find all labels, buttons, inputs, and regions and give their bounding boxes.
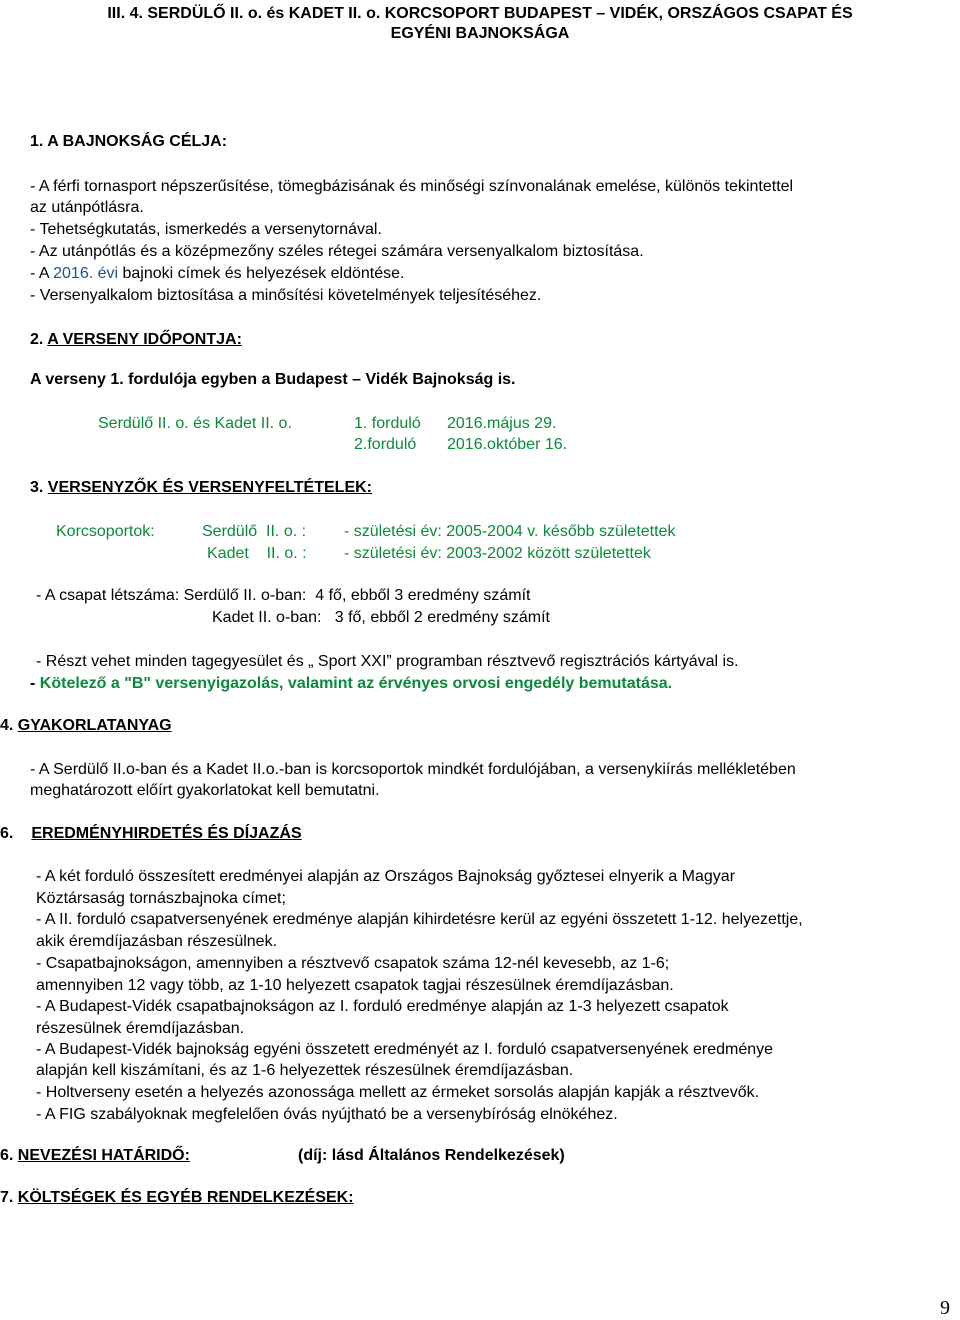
section-title: A VERSENY IDŐPONTJA: — [47, 331, 242, 348]
results-line: - Holtverseny esetén a helyezés azonossága mellett az érmeket sorsolás alapján kapják a résztvevők. — [36, 1084, 760, 1101]
age-groups-label: Korcsoportok: — [56, 523, 155, 540]
schedule-category: Serdülő II. o. és Kadet II. o. — [98, 415, 292, 432]
results-line: - A Budapest-Vidék csapatbajnokságon az I. forduló eredménye alapján az 1-3 helyezett csapatok — [36, 998, 729, 1015]
section-title: VERSENYZŐK ÉS VERSENYFELTÉTELEK: — [47, 479, 372, 496]
section-7-heading — [0, 1188, 354, 1208]
results-line: Köztársaság tornászbajnoka címet; — [36, 890, 286, 907]
section-1-line — [30, 264, 404, 284]
section-1-line: - Tehetségkutatás, ismerkedés a versenytornával. — [30, 221, 382, 238]
entry-eligibility: - Részt vehet minden tagegyesület és „ Sport XXI” programban résztvevő regisztrációs kártyával is. — [36, 653, 739, 670]
page-number: 9 — [940, 1297, 950, 1319]
text-fragment: - — [30, 675, 40, 692]
age-group-serdulo-desc: - születési év: 2005-2004 v. később születettek — [344, 523, 676, 540]
team-size-serdulo: - A csapat létszáma: Serdülő II. o-ban: 4 fő, ebből 3 eredmény számít — [36, 587, 531, 604]
section-4-line: - A Serdülő II.o-ban és a Kadet II.o.-ban is korcsoportok mindkét fordulójában, a versenykiírás mellékletében — [30, 761, 796, 778]
section-1-heading: 1. A BAJNOKSÁG CÉLJA: — [30, 133, 228, 150]
schedule-date-2: 2016.október 16. — [447, 436, 568, 453]
results-line: amennyiben 12 vagy több, az 1-10 helyezett csapatok tagjai részesülnek éremdíjazásban. — [36, 977, 674, 994]
section-number: 7. — [0, 1189, 18, 1206]
section-title: NEVEZÉSI HATÁRIDŐ: — [17, 1147, 190, 1164]
section-3-heading — [30, 478, 372, 498]
section-1-line: - Versenyalkalom biztosítása a minősítési követelmények teljesítéséhez. — [30, 287, 542, 304]
year-highlight: 2016. évi — [53, 265, 119, 282]
section-results-heading — [0, 824, 302, 844]
section-number: 2. — [30, 331, 48, 348]
mandatory-text: Kötelező a "B" versenyigazolás, valamint az érvényes orvosi engedély bemutatása. — [39, 675, 673, 692]
section-1-line: - Az utánpótlás és a középmezőny széles rétegei számára versenyalkalom biztosítása. — [30, 243, 644, 260]
entry-fee-note: (díj: lásd Általános Rendelkezések) — [298, 1147, 565, 1164]
section-deadline-heading — [0, 1146, 190, 1166]
section-2-intro: A verseny 1. fordulója egyben a Budapest – Vidék Bajnokság is. — [30, 371, 516, 388]
section-number: 3. — [30, 479, 48, 496]
mandatory-documents — [30, 674, 672, 694]
section-number: 6. — [0, 825, 14, 842]
schedule-date-1: 2016.május 29. — [447, 415, 557, 432]
schedule-round-1: 1. forduló — [354, 415, 421, 432]
results-line: alapján kell kiszámítani, és az 1-6 helyezettek részesülnek éremdíjazásban. — [36, 1062, 574, 1079]
page-title-line-1: III. 4. SERDÜLŐ II. o. és KADET II. o. KORCSOPORT BUDAPEST – VIDÉK, ORSZÁGOS CSAPAT ÉS — [107, 5, 853, 22]
results-line: részesülnek éremdíjazásban. — [36, 1020, 245, 1037]
section-4-line: meghatározott előírt gyakorlatokat kell bemutatni. — [30, 782, 380, 799]
results-line: - A két forduló összesített eredményei alapján az Országos Bajnokság győztesei elnyerik a Magyar — [36, 868, 736, 885]
section-title: EREDMÉNYHIRDETÉS ÉS DÍJAZÁS — [31, 825, 302, 842]
section-title: KÖLTSÉGEK ÉS EGYÉB RENDELKEZÉSEK: — [17, 1189, 354, 1206]
section-number: 6. — [0, 1147, 18, 1164]
text-fragment: - A — [30, 265, 54, 282]
text-fragment: bajnoki címek és helyezések eldöntése. — [118, 265, 405, 282]
section-1-line: - A férfi tornasport népszerűsítése, tömegbázisának és minőségi színvonalának emelése, különös tekintettel — [30, 178, 794, 195]
section-1-line: az utánpótlásra. — [30, 199, 144, 216]
results-line: - A Budapest-Vidék bajnokság egyéni összetett eredményét az I. forduló csapatversenyének eredménye — [36, 1041, 774, 1058]
section-title: GYAKORLATANYAG — [17, 717, 172, 734]
section-number: 4. — [0, 717, 18, 734]
results-line: akik éremdíjazásban részesülnek. — [36, 933, 278, 950]
section-2-heading — [30, 330, 242, 350]
age-group-serdulo: Serdülő II. o. : — [202, 523, 307, 540]
age-group-kadet: Kadet II. o. : — [207, 545, 307, 562]
results-line: - A FIG szabályoknak megfelelően óvás nyújtható be a versenybíróság elnökéhez. — [36, 1106, 618, 1123]
section-4-heading — [0, 716, 172, 736]
results-line: - Csapatbajnokságon, amennyiben a résztvevő csapatok száma 12-nél kevesebb, az 1-6; — [36, 955, 670, 972]
schedule-round-2: 2.forduló — [354, 436, 417, 453]
results-line: - A II. forduló csapatversenyének eredménye alapján kihirdetésre kerül az egyéni összetett 1-12. helyezettje, — [36, 911, 803, 928]
age-group-kadet-desc: - születési év: 2003-2002 között születettek — [344, 545, 651, 562]
team-size-kadet: Kadet II. o-ban: 3 fő, ebből 2 eredmény számít — [212, 609, 550, 626]
page-title-line-2: EGYÉNI BAJNOKSÁGA — [390, 25, 570, 42]
